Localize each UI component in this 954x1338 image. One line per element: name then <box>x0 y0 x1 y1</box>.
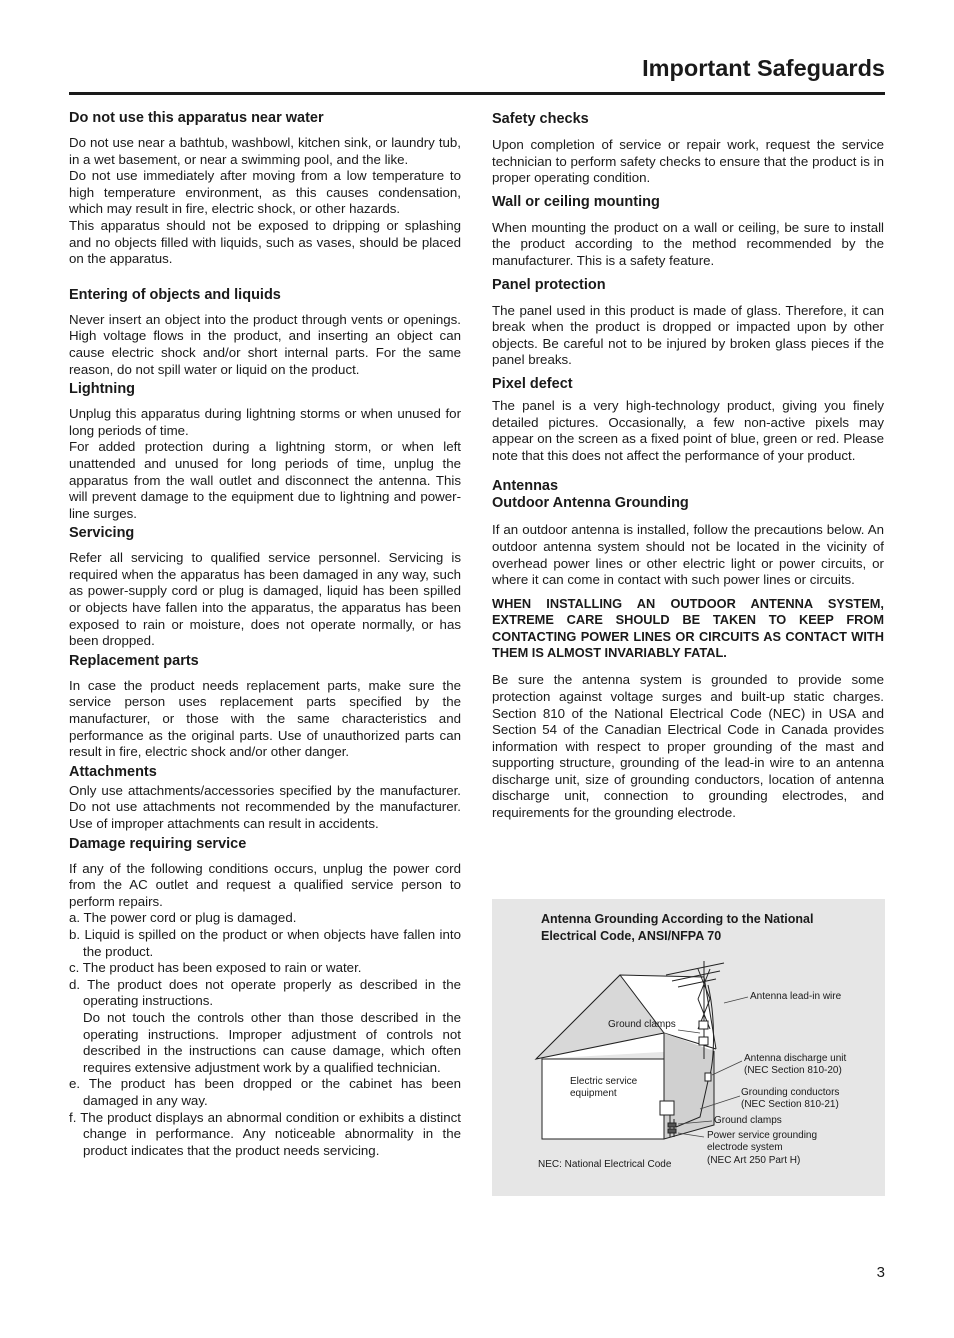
heading-wall: Wall or ceiling mounting <box>492 193 660 210</box>
label-electric-service: Electric service equipment <box>570 1076 638 1100</box>
pixel-p1: The panel is a very high-technology product, giving you finely detailed pictures. Occasionally, a few non-active pixels may appear on the screen as a fixed point of blue, green or red. Please note that this does not affect the performance of your product. <box>492 397 884 463</box>
panel-p1: The panel used in this product is made of glass. Therefore, it can break when the product is dropped or impacted upon by other objects. Be careful not to be injured by broken glass pieces if the panel breaks. <box>492 302 884 368</box>
damage-list <box>69 910 461 1010</box>
label-discharge-unit: Antenna discharge unit (NEC Section 810-20) <box>744 1053 847 1077</box>
page-number: 3 <box>876 1264 885 1281</box>
wall-p1: When mounting the product on a wall or ceiling, be sure to install the product according to the method recommended by the manufacturer. This is a safety feature. <box>492 219 884 268</box>
attachments-p1: Only use attachments/accessories specified by the manufacturer. Do not use attachments not recommended by the manufacturer. Use of improper attachments can result in accidents. <box>69 782 461 831</box>
heading-outdoor-grounding: Outdoor Antenna Grounding <box>492 495 689 512</box>
heading-objects: Entering of objects and liquids <box>69 286 281 303</box>
damage-list-2 <box>69 1076 461 1159</box>
water-p2: Do not use immediately after moving from a low temperature to high temperature environment, as this causes condensation, which may result in fire, electric shock, or other hazards. <box>69 168 461 217</box>
lightning-p2: For added protection during a lightning storm, or when left unattended and unused for long periods of time, unplug the apparatus from the wall outlet and disconnect the antenna. This will prevent damage to the equipment due to lightning and power-line surges. <box>69 439 461 521</box>
heading-damage: Damage requiring service <box>69 835 247 852</box>
heading-antennas: Antennas <box>492 478 559 495</box>
title-rule <box>69 92 885 95</box>
figure-title-line-1: Antenna Grounding According to the National <box>541 912 814 926</box>
page-title: Important Safeguards <box>642 55 885 81</box>
water-p3: This apparatus should not be exposed to dripping or splashing and no objects filled with liquids, such as vases, should be placed on the apparatus. <box>69 217 461 267</box>
heading-pixel: Pixel defect <box>492 375 573 392</box>
label-ground-clamps-top: Ground clamps <box>608 1019 676 1030</box>
objects-p1: Never insert an object into the product through vents or openings. High voltage flows in the product, and inserting an object can cause electric shock and/or short internal parts. For the same reason, do not spill water or liquid on the product. <box>69 311 461 377</box>
left-column <box>69 110 461 1159</box>
damage-d-note: Do not touch the controls other than those described in the operating instructions. Improper adjustment of controls not described in the instructions can cause damage, which often requires extensive adjustment work by a qualified technician. <box>83 1009 461 1075</box>
heading-lightning: Lightning <box>69 381 136 398</box>
water-p1: Do not use near a bathtub, washbowl, kitchen sink, or laundry tub, in a wet basement, or near a swimming pool, and the like. <box>69 135 461 167</box>
antenna-grounding-figure <box>492 899 885 1196</box>
heading-panel: Panel protection <box>492 276 606 293</box>
list-item: a. The power cord or plug is damaged. <box>69 910 297 926</box>
list-item: f. The product displays an abnormal condition or exhibits a distinct change in performance. Any noticeable abnormality in the product indicates that the product needs servicing. <box>69 1109 461 1158</box>
figure-title-line-2: Electrical Code, ANSI/NFPA 70 <box>541 929 722 943</box>
list-item: e. The product has been dropped or the cabinet has been damaged in any way. <box>69 1076 461 1108</box>
antennas-p1: If an outdoor antenna is installed, follow the precautions below. An outdoor antenna system should not be located in the vicinity of overhead power lines or other electric light or power circuits, or where it can come in contact with such power lines or circuits. <box>492 522 884 588</box>
replacement-p1: In case the product needs replacement parts, make sure the service person uses replacement parts specified by the manufacturer, or those with the same characteristics and performance as the original parts. Use of unauthorized parts can result in fire, electric shock and/or other danger. <box>69 677 461 760</box>
list-item: b. Liquid is spilled on the product or when objects have fallen into the product. <box>69 926 461 959</box>
antennas-p2: Be sure the antenna system is grounded to provide some protection against voltage surges and built-up static charges. Section 810 of the National Electrical Code (NEC) in USA and Section 54 of the Canadian Electrical Code in Canada provides information with respect to proper grounding of the mast and supporting structure, grounding of the lead-in wire to an antenna discharge unit, size of grounding conductors, location of antenna discharge unit, connection to grounding electrodes, and requirements for the grounding electrode. <box>492 672 884 821</box>
antenna-warning: WHEN INSTALLING AN OUTDOOR ANTENNA SYSTEM, EXTREME CARE SHOULD BE TAKEN TO KEEP FROM CONTACTING POWER LINES OR CIRCUITS AS CONTACT WITH THEM IS ALMOST INVARIABLY FATAL. <box>492 595 884 660</box>
lightning-p1: Unplug this apparatus during lightning storms or when unused for long periods of time. <box>69 406 461 438</box>
label-power-service-grounding: Power service grounding electrode system (NEC Art 250 Part H) <box>707 1130 818 1166</box>
heading-safety: Safety checks <box>492 111 589 127</box>
servicing-p1: Refer all servicing to qualified service personnel. Servicing is required when the apparatus has been damaged in any way, such as power-supply cord or plug is damaged, liquid has been spilled or objects have fallen into the apparatus, the apparatus has been exposed to rain or moisture, does not operate normally, or has been dropped. <box>69 550 461 649</box>
heading-replacement: Replacement parts <box>69 652 199 669</box>
right-column <box>492 111 884 822</box>
heading-attachments: Attachments <box>69 763 157 780</box>
heading-water: Do not use this apparatus near water <box>69 110 324 126</box>
damage-p1: If any of the following conditions occurs, unplug the power cord from the AC outlet and request a qualified service person to perform repairs. <box>69 860 461 909</box>
list-item: c. The product has been exposed to rain or water. <box>69 960 362 976</box>
safety-p1: Upon completion of service or repair work, request the service technician to perform safety checks to ensure that the product is in proper operating condition. <box>492 137 884 186</box>
heading-servicing: Servicing <box>69 525 135 542</box>
label-grounding-conductors: Grounding conductors (NEC Section 810-21) <box>741 1087 840 1111</box>
list-item: d. The product does not operate properly as described in the operating instructions. <box>69 976 461 1009</box>
label-ground-clamps-bottom: Ground clamps <box>714 1115 782 1126</box>
label-lead-in-wire: Antenna lead-in wire <box>750 991 842 1002</box>
label-nec: NEC: National Electrical Code <box>538 1159 672 1170</box>
house-drawing <box>536 975 716 1139</box>
antenna-grounding-diagram <box>492 899 885 1196</box>
